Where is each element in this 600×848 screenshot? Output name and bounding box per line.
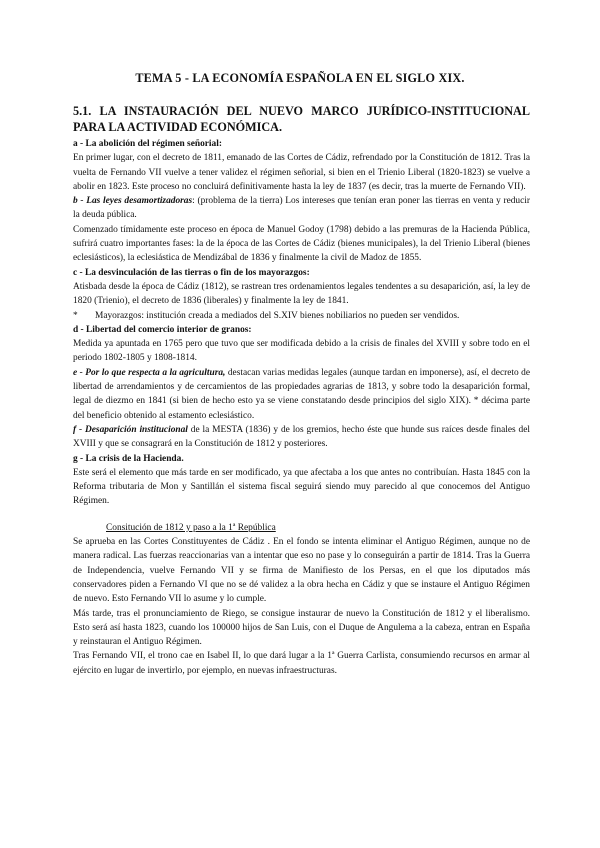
item-b-title: b - Las leyes desamortizadoras (73, 196, 193, 207)
item-b-text: : (problema de la tierra) Los intereses que tenían eran poner las tierras en venta y reducir la deuda pública. (73, 196, 530, 221)
item-f-text: de la MESTA (1836) y de los gremios, hecho éste que hunde sus raíces desde finales del XVIII y que se consagrará en la Constitución de 1812 y posteriores. (73, 424, 530, 450)
item-e-text: destacan varias medidas legales (aunque tardan en imponerse), así, el decreto de libertad de arrendamientos y de cercamientos de las propiedades agrarias de 1813, y sobre todo la desaparición formal, legal de diezmo en 1841 (si bien de hecho esto ya se viene constatando desde principios del siglo XIX). * décima parte del beneficio obtenido al estamento eclesiástico. (73, 367, 531, 421)
item-e-title: e - Por lo que respecta a la agricultura, (73, 367, 226, 378)
note-asterisk: * (73, 310, 78, 321)
subsection-heading: Consitución de 1812 y paso a la 1ª República (106, 522, 276, 533)
item-d-title: d - Libertad del comercio interior de granos: (73, 324, 252, 335)
item-c-note (73, 309, 530, 323)
section-heading: 5.1. LA INSTAURACIÓN DEL NUEVO MARCO JURÍDICO-INSTITUCIONAL PARA LA ACTIVIDAD ECONÓMICA. (73, 104, 530, 134)
paragraph-1: Se aprueba en las Cortes Constituyentes de Cádiz . En el fondo se intenta eliminar el Antiguo Régimen, aunque no de manera radical. Las fuerzas reaccionarias van a intentar que eso no pase y lo conseguirán a partir de 1814. Tras la Guerra de Independencia, vuelve Fernando VII y se firma de Manifiesto de los Persas, en el que los diputados más conservadores piden a Fernando VI que no se dé validez a la obra hecha en Cádiz y que se instaure el Antiguo Régimen de nuevo. Esto Fernando VII lo asume y lo cumple. (73, 537, 530, 605)
item-g-label (73, 452, 530, 466)
item-f-title: f - Desaparición institucional (73, 424, 188, 435)
item-a-label (73, 137, 530, 151)
note-text: Mayorazgos: institución creada a mediados del S.XIV bienes nobiliarios no pueden ser vendidos. (95, 310, 460, 321)
item-a-text: En primer lugar, con el decreto de 1811, emanado de las Cortes de Cádiz, refrendado por la Constitución de 1812. Tras la vuelta de Fernando VII vuelve a tener validez el régimen señorial, si bien en el Trienio Liberal (1820-1823) se vuelve a abolir en 1823. Este proceso no concluirá definitivamente hasta la ley de 1837 (es decir, tras la muerte de Fernando VII). (73, 153, 530, 192)
item-g-text: Este será el elemento que más tarde en ser modificado, ya que afectaba a los que antes no contribuían. Hasta 1845 con la Reforma tributaria de Mon y Santillán el sistema fiscal seguirá siendo muy parecido al que conocemos del Antiguo Régimen. (73, 467, 530, 507)
paragraph-3: Tras Fernando VII, el trono cae en Isabel II, lo que dará lugar a la 1ª Guerra Carlista, consumiendo recursos en armar al ejército en lugar de invertirlo, por ejemplo, en nuevas infraestructuras. (73, 651, 530, 676)
item-g-title: g - La crisis de la Hacienda. (73, 453, 184, 464)
item-c-text: Atisbada desde la época de Cádiz (1812), se rastrean tres ordenamientos legales tendentes a su desaparición, así, la ley de 1820 (Trienio), el decreto de 1836 (liberales) y finalmente la ley de 1841. (73, 281, 530, 307)
item-c-label (73, 266, 530, 280)
item-d-label (73, 323, 530, 337)
item-b-paragraph (73, 194, 530, 223)
item-f-paragraph (73, 423, 530, 452)
item-c-title: c - La desvinculación de las tierras o fin de los mayorazgos: (73, 267, 310, 278)
item-b-text-2: Comenzado tímidamente este proceso en época de Manuel Godoy (1798) debido a las premuras de la Hacienda Pública, sufrirá cuatro importantes fases: la de la época de las Cortes de Cádiz (bienes municipales), la del Trienio Liberal (bienes eclesiásticos), la eclesiástica de Mendizábal de 1836 y finalmente la civil de Madoz de 1855. (73, 224, 530, 264)
document-body (73, 104, 530, 678)
item-d-text: Medida ya apuntada en 1765 pero que tuvo que ser modificada debido a la crisis de finales del XVIII y sobre todo en el periodo 1802-1805 y 1808-1814. (73, 339, 530, 364)
paragraph-2: Más tarde, tras el pronunciamiento de Riego, se consigue instaurar de nuevo la Constitución de 1812 y el liberalismo. Esto será así hasta 1823, cuando los 100000 hijos de San Luis, con el Duque de Angulema a la cabeza, entran en España y reinstauran el Antiguo Régimen. (73, 608, 530, 648)
document-title: TEMA 5 - LA ECONOMÍA ESPAÑOLA EN EL SIGLO XIX. (135, 71, 465, 85)
item-e-paragraph (73, 366, 530, 423)
item-a-title: a - La abolición del régimen señorial: (73, 139, 222, 149)
